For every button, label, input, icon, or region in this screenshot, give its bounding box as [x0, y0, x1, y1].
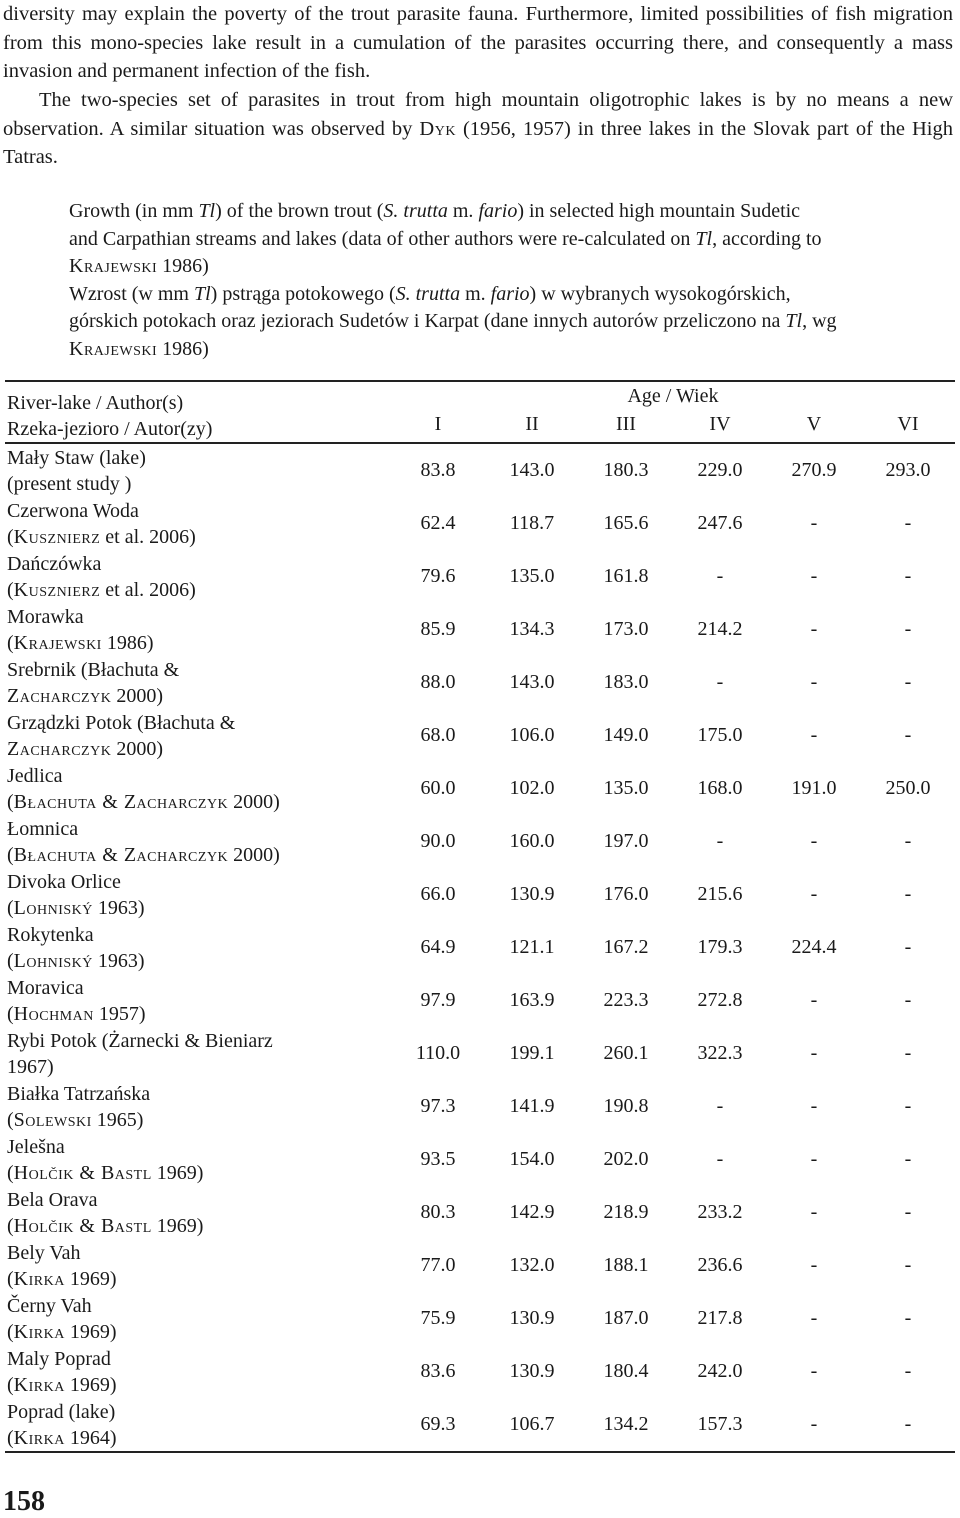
table-row: [5, 1186, 955, 1239]
value-cell-age-V: -: [810, 618, 818, 640]
body-paragraph-1: [3, 0, 953, 86]
value-cell-age-III: 260.1: [603, 1042, 649, 1064]
value-cell-age-II: 106.7: [509, 1413, 555, 1435]
value-cell-age-III: 161.8: [603, 565, 649, 587]
value-cell-age-III: 187.0: [603, 1307, 649, 1329]
site-name: Jedlica: [7, 765, 63, 787]
table-row: [5, 1239, 955, 1292]
value-cell-age-IV: 236.6: [697, 1254, 743, 1276]
value-cell-age-III: 223.3: [603, 989, 649, 1011]
value-cell-age-III: 135.0: [603, 777, 649, 799]
site-cell: [5, 497, 391, 550]
site-cell: [5, 443, 391, 497]
site-name: Divoka Orlice: [7, 871, 121, 893]
table-row: [5, 868, 955, 921]
caption-line-en-3: Krajewski 1986): [69, 255, 209, 277]
site-reference: (Holčik & Bastl 1969): [7, 1215, 204, 1237]
site-name: Maly Poprad: [7, 1348, 111, 1370]
site-reference: Zacharczyk 2000): [7, 685, 164, 707]
value-cell-age-VI: -: [904, 883, 912, 905]
value-cell-age-II: 130.9: [509, 1307, 555, 1329]
value-cell-age-II: 143.0: [509, 459, 555, 481]
value-cell-age-III: 183.0: [603, 671, 649, 693]
value-cell-age-IV: 214.2: [697, 618, 743, 640]
value-cell-age-V: -: [810, 883, 818, 905]
table-row: [5, 1345, 955, 1398]
value-cell-age-VI: -: [904, 1307, 912, 1329]
paragraph-text: (1956, 1957) in three lakes in the Slovak part of the High Tatras.: [3, 117, 953, 168]
value-cell-age-II: 130.9: [509, 1360, 555, 1382]
site-cell: [5, 550, 391, 603]
value-cell-age-III: 167.2: [603, 936, 649, 958]
value-cell-age-IV: 247.6: [697, 512, 743, 534]
value-cell-age-VI: -: [904, 1413, 912, 1435]
site-cell: [5, 1239, 391, 1292]
site-reference: (Kirka 1964): [7, 1427, 117, 1449]
value-cell-age-I: 79.6: [420, 565, 456, 587]
value-cell-age-IV: 215.6: [697, 883, 743, 905]
site-name: Bela Orava: [7, 1189, 98, 1211]
value-cell-age-VI: -: [904, 1042, 912, 1064]
site-reference: (Kusznierz et al. 2006): [7, 526, 196, 548]
value-cell-age-I: 77.0: [420, 1254, 456, 1276]
value-cell-age-V: -: [810, 1095, 818, 1117]
value-cell-age-I: 62.4: [420, 512, 456, 534]
site-name: Czerwona Woda: [7, 500, 139, 522]
table-row: [5, 656, 955, 709]
page-number: 158: [3, 1486, 45, 1517]
author-name: Dyk: [419, 117, 456, 140]
value-cell-age-III: 180.3: [603, 459, 649, 481]
site-cell: [5, 815, 391, 868]
value-cell-age-V: -: [810, 1254, 818, 1276]
value-cell-age-V: -: [810, 724, 818, 746]
value-cell-age-VI: -: [904, 671, 912, 693]
value-cell-age-II: 135.0: [509, 565, 555, 587]
value-cell-age-IV: -: [716, 1148, 724, 1170]
value-cell-age-II: 102.0: [509, 777, 555, 799]
paragraph-text: The two-species set of parasites in trout from high mountain oligotrophic lakes is by no means a new observation. A similar situation was observed by: [3, 89, 953, 140]
table-caption: [3, 198, 953, 363]
value-cell-age-III: 202.0: [603, 1148, 649, 1170]
value-cell-age-III: 197.0: [603, 830, 649, 852]
site-name: Srebrnik (Błachuta &: [7, 659, 180, 681]
age-header-4: IV: [709, 412, 731, 435]
value-cell-age-III: 173.0: [603, 618, 649, 640]
body-paragraph-2: [3, 86, 953, 172]
value-cell-age-V: -: [810, 989, 818, 1011]
table-row: [5, 497, 955, 550]
value-cell-age-IV: 229.0: [697, 459, 743, 481]
site-name: Černy Vah: [7, 1295, 92, 1317]
site-reference: (Błachuta & Zacharczyk 2000): [7, 844, 280, 866]
value-cell-age-I: 93.5: [420, 1148, 456, 1170]
value-cell-age-V: -: [810, 671, 818, 693]
value-cell-age-VI: -: [904, 830, 912, 852]
value-cell-age-V: -: [810, 512, 818, 534]
value-cell-age-I: 97.3: [420, 1095, 456, 1117]
site-reference: (Holčik & Bastl 1969): [7, 1162, 204, 1184]
table-row: [5, 709, 955, 762]
growth-table: [5, 380, 955, 1453]
site-name: Białka Tatrzańska: [7, 1083, 151, 1105]
site-cell: [5, 868, 391, 921]
value-cell-age-IV: 233.2: [697, 1201, 743, 1223]
value-cell-age-II: 134.3: [509, 618, 555, 640]
site-name: Bely Vah: [7, 1242, 81, 1264]
header-pl: Rzeka-jezioro / Autor(zy): [7, 418, 213, 440]
site-name: Moravica: [7, 977, 84, 999]
value-cell-age-III: 188.1: [603, 1254, 649, 1276]
age-header-3: III: [615, 412, 636, 435]
site-cell: [5, 1345, 391, 1398]
site-cell: [5, 1292, 391, 1345]
value-cell-age-II: 121.1: [509, 936, 555, 958]
value-cell-age-IV: 217.8: [697, 1307, 743, 1329]
site-cell: [5, 1080, 391, 1133]
site-name: Rybi Potok (Żarnecki & Bieniarz: [7, 1030, 273, 1052]
value-cell-age-III: 218.9: [603, 1201, 649, 1223]
value-cell-age-V: 191.0: [791, 777, 837, 799]
site-name: Dańczówka: [7, 553, 102, 575]
table-row: [5, 1292, 955, 1345]
value-cell-age-II: 141.9: [509, 1095, 555, 1117]
value-cell-age-VI: -: [904, 1148, 912, 1170]
site-cell: [5, 603, 391, 656]
age-header-1: I: [434, 412, 442, 435]
value-cell-age-IV: 242.0: [697, 1360, 743, 1382]
value-cell-age-II: 154.0: [509, 1148, 555, 1170]
value-cell-age-VI: -: [904, 1254, 912, 1276]
table-row: [5, 550, 955, 603]
table-body: [5, 443, 955, 1452]
site-reference: (Kirka 1969): [7, 1374, 117, 1396]
site-cell: [5, 921, 391, 974]
site-cell: [5, 1027, 391, 1080]
site-cell: [5, 709, 391, 762]
site-reference: (Krajewski 1986): [7, 632, 154, 654]
value-cell-age-V: -: [810, 1201, 818, 1223]
value-cell-age-IV: -: [716, 565, 724, 587]
age-header-6: VI: [897, 412, 919, 435]
table-row: [5, 443, 955, 497]
caption-label: [3, 198, 69, 226]
value-cell-age-IV: 322.3: [697, 1042, 743, 1064]
table-row: [5, 762, 955, 815]
value-cell-age-II: 143.0: [509, 671, 555, 693]
site-reference: (present study ): [7, 473, 132, 495]
site-cell: [5, 656, 391, 709]
table-row: [5, 1080, 955, 1133]
age-header-2: II: [525, 412, 539, 435]
value-cell-age-I: 66.0: [420, 883, 456, 905]
table-row: [5, 974, 955, 1027]
site-name: Mały Staw (lake): [7, 447, 146, 469]
site-reference: (Lohniský 1963): [7, 897, 145, 919]
value-cell-age-VI: 250.0: [885, 777, 931, 799]
site-name: Grządzki Potok (Błachuta &: [7, 712, 236, 734]
column-header-site: [5, 381, 391, 443]
value-cell-age-VI: 293.0: [885, 459, 931, 481]
value-cell-age-I: 83.6: [420, 1360, 456, 1382]
table-row: [5, 1133, 955, 1186]
value-cell-age-I: 69.3: [420, 1413, 456, 1435]
site-reference: (Błachuta & Zacharczyk 2000): [7, 791, 280, 813]
value-cell-age-V: -: [810, 1413, 818, 1435]
value-cell-age-I: 90.0: [420, 830, 456, 852]
age-group-header: Age / Wiek: [627, 384, 719, 407]
value-cell-age-VI: -: [904, 618, 912, 640]
paragraph-text: diversity may explain the poverty of the trout parasite fauna. Furthermore, limited possibilities of fish migration from this mono-species lake result in a cumulation of the parasites occurring there, and consequently a mass invasion and permanent infection of the fish.: [3, 3, 953, 82]
value-cell-age-VI: -: [904, 1095, 912, 1117]
value-cell-age-II: 163.9: [509, 989, 555, 1011]
value-cell-age-IV: 168.0: [697, 777, 743, 799]
value-cell-age-III: 176.0: [603, 883, 649, 905]
site-name: Jelešna: [7, 1136, 65, 1158]
age-header-5: V: [806, 412, 822, 435]
site-name: Poprad (lake): [7, 1401, 116, 1423]
site-cell: [5, 974, 391, 1027]
site-reference: (Kirka 1969): [7, 1268, 117, 1290]
value-cell-age-III: 149.0: [603, 724, 649, 746]
site-reference: Zacharczyk 2000): [7, 738, 164, 760]
site-name: Rokytenka: [7, 924, 94, 946]
site-cell: [5, 1133, 391, 1186]
site-reference: (Kusznierz et al. 2006): [7, 579, 196, 601]
table-row: [5, 1398, 955, 1452]
caption-line-en-2: and Carpathian streams and lakes (data of other authors were re-calculated on Tl, according to: [69, 227, 822, 250]
value-cell-age-V: -: [810, 1042, 818, 1064]
site-reference: (Hochman 1957): [7, 1003, 146, 1025]
caption-line-pl-2: górskich potokach oraz jeziorach Sudetów i Karpat (dane innych autorów przeliczono na Tl, wg: [69, 310, 837, 332]
value-cell-age-IV: -: [716, 1095, 724, 1117]
value-cell-age-V: -: [810, 830, 818, 852]
caption-line-pl-1: Wzrost (w mm Tl) pstrąga potokowego (S. trutta m. fario) w wybranych wysokogórskich,: [69, 282, 791, 305]
site-name: Łomnica: [7, 818, 79, 840]
table-row: [5, 603, 955, 656]
value-cell-age-III: 165.6: [603, 512, 649, 534]
value-cell-age-VI: -: [904, 936, 912, 958]
site-cell: [5, 1398, 391, 1452]
site-reference: (Lohniský 1963): [7, 950, 145, 972]
table-row: [5, 921, 955, 974]
value-cell-age-III: 190.8: [603, 1095, 649, 1117]
value-cell-age-IV: -: [716, 830, 724, 852]
value-cell-age-II: 142.9: [509, 1201, 555, 1223]
value-cell-age-II: 199.1: [509, 1042, 555, 1064]
value-cell-age-III: 180.4: [603, 1360, 649, 1382]
value-cell-age-I: 75.9: [420, 1307, 456, 1329]
value-cell-age-IV: -: [716, 671, 724, 693]
value-cell-age-I: 68.0: [420, 724, 456, 746]
value-cell-age-VI: -: [904, 989, 912, 1011]
site-cell: [5, 762, 391, 815]
caption-line-en-1: Growth (in mm Tl) of the brown trout (S. trutta m. fario) in selected high mountain Sudetic: [3, 198, 953, 226]
value-cell-age-V: -: [810, 1307, 818, 1329]
value-cell-age-IV: 179.3: [697, 936, 743, 958]
value-cell-age-IV: 175.0: [697, 724, 743, 746]
value-cell-age-VI: -: [904, 512, 912, 534]
value-cell-age-II: 106.0: [509, 724, 555, 746]
value-cell-age-V: 224.4: [791, 936, 837, 958]
value-cell-age-I: 110.0: [415, 1042, 461, 1064]
value-cell-age-I: 83.8: [420, 459, 456, 481]
value-cell-age-III: 134.2: [603, 1413, 649, 1435]
site-cell: [5, 1186, 391, 1239]
value-cell-age-V: 270.9: [791, 459, 837, 481]
value-cell-age-II: 160.0: [509, 830, 555, 852]
table-header-row-1: [5, 381, 955, 410]
site-name: Morawka: [7, 606, 84, 628]
table-row: [5, 815, 955, 868]
value-cell-age-V: -: [810, 1148, 818, 1170]
value-cell-age-IV: 157.3: [697, 1413, 743, 1435]
header-en: River-lake / Author(s): [7, 392, 184, 414]
value-cell-age-VI: -: [904, 724, 912, 746]
value-cell-age-V: -: [810, 1360, 818, 1382]
table-row: [5, 1027, 955, 1080]
value-cell-age-VI: -: [904, 565, 912, 587]
value-cell-age-VI: -: [904, 1360, 912, 1382]
value-cell-age-I: 80.3: [420, 1201, 456, 1223]
site-reference: 1967): [7, 1056, 54, 1078]
value-cell-age-II: 132.0: [509, 1254, 555, 1276]
value-cell-age-II: 130.9: [509, 883, 555, 905]
value-cell-age-II: 118.7: [509, 512, 555, 534]
value-cell-age-I: 85.9: [420, 618, 456, 640]
site-reference: (Kirka 1969): [7, 1321, 117, 1343]
site-reference: (Solewski 1965): [7, 1109, 144, 1131]
value-cell-age-I: 60.0: [420, 777, 456, 799]
value-cell-age-VI: -: [904, 1201, 912, 1223]
value-cell-age-V: -: [810, 565, 818, 587]
value-cell-age-IV: 272.8: [697, 989, 743, 1011]
value-cell-age-I: 97.9: [420, 989, 456, 1011]
value-cell-age-I: 64.9: [420, 936, 456, 958]
value-cell-age-I: 88.0: [420, 671, 456, 693]
caption-line-pl-3: Krajewski 1986): [69, 337, 209, 360]
